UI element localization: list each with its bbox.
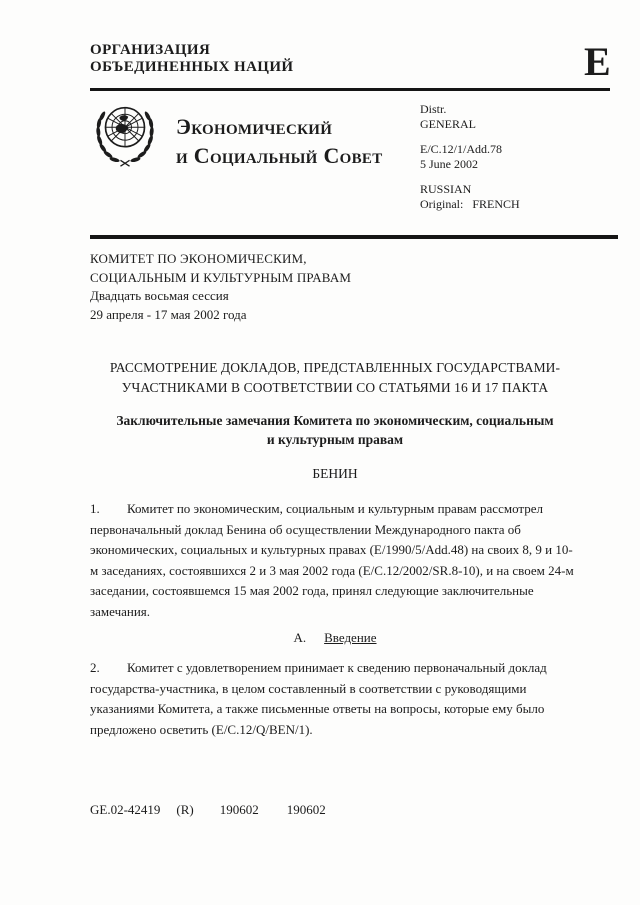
footer-date-2: 190602 — [286, 802, 326, 817]
paragraph-1 — [90, 499, 574, 622]
document-title-line2: УЧАСТНИКАМИ В СООТВЕТСТВИИ СО СТАТЬЯМИ 16 И 17 ПАКТА — [121, 380, 549, 395]
original-label: Original: — [420, 197, 464, 211]
doc-original-language — [420, 197, 520, 212]
footer-language-code: (R) — [176, 802, 194, 817]
country-name: БЕНИН — [312, 466, 358, 481]
paragraph-1-text: Комитет по экономическим, социальным и культурным правам рассмотрел первоначальный доклад Бенина об осуществлении Международного пакта об экономических, социальных и культурных правах (E/1990/5/Add.48) на своих 8, 9 и 10-м заседаниях, состоявшихся 2 и 3 мая 2002 года (E/C.12/2002/SR.8-10), и на своем 24-м заседании, состоявшемся 15 мая 2002 года, принял следующие заключительные замечания. — [90, 501, 574, 619]
org-name — [90, 42, 294, 76]
doc-symbol: E/C.12/1/Add.78 — [420, 142, 503, 156]
spacer — [420, 172, 520, 182]
header-divider-line — [90, 88, 610, 91]
doc-date: 5 June 2002 — [420, 157, 478, 171]
footer-doc-ref: GE.02-42419 — [90, 802, 161, 817]
section-a-heading — [90, 630, 580, 646]
document-subtitle — [90, 411, 580, 449]
paragraph-2-container — [90, 658, 574, 740]
doc-language: RUSSIAN — [420, 182, 472, 196]
council-name-line2: и Социальный Совет — [176, 143, 383, 168]
footer-date-1: 190602 — [219, 802, 259, 817]
document-subtitle-line1: Заключительные замечания Комитета по экономическим, социальным — [116, 413, 554, 428]
body-text — [90, 499, 574, 622]
original-language: FRENCH — [472, 197, 520, 211]
section-a-title: Введение — [324, 630, 377, 645]
distr-label: Distr. — [420, 102, 447, 116]
section-divider-line — [90, 235, 618, 239]
document-title — [90, 358, 580, 398]
paragraph-2 — [90, 658, 574, 740]
document-subtitle-line2: и культурным правам — [266, 432, 404, 447]
council-name — [176, 112, 383, 170]
un-emblem-icon — [86, 98, 164, 172]
section-a-number: А. — [293, 630, 307, 645]
org-name-line2: ОБЪЕДИНЕННЫХ НАЦИЙ — [90, 59, 294, 75]
session-number: Двадцать восьмая сессия — [90, 288, 229, 303]
document-series-letter: E — [584, 39, 611, 84]
distr-type: GENERAL — [420, 117, 476, 131]
distribution-block — [420, 102, 520, 212]
paragraph-2-text: Комитет с удовлетворением принимает к сведению первоначальный доклад государства-участника, в целом составленный в соответствии с руководящими указаниями Комитета, а также письменные ответы на вопросы, которые ему было предложено осветить (E/C.12/Q/BEN/1). — [90, 660, 547, 737]
paragraph-2-number: 2. — [90, 660, 100, 675]
org-name-line1: ОРГАНИЗАЦИЯ — [90, 42, 211, 58]
spacer — [420, 132, 520, 142]
session-dates: 29 апреля - 17 мая 2002 года — [90, 306, 247, 322]
council-name-line1: Экономический — [176, 114, 333, 139]
footer-reference — [90, 802, 326, 818]
committee-name-line1: КОМИТЕТ ПО ЭКОНОМИЧЕСКИМ, — [90, 251, 307, 266]
paragraph-1-number: 1. — [90, 501, 100, 516]
document-title-line1: РАССМОТРЕНИЕ ДОКЛАДОВ, ПРЕДСТАВЛЕННЫХ ГОСУДАРСТВАМИ- — [109, 360, 561, 375]
committee-session-block — [90, 250, 351, 324]
committee-name-line2: СОЦИАЛЬНЫМ И КУЛЬТУРНЫМ ПРАВАМ — [90, 269, 352, 285]
